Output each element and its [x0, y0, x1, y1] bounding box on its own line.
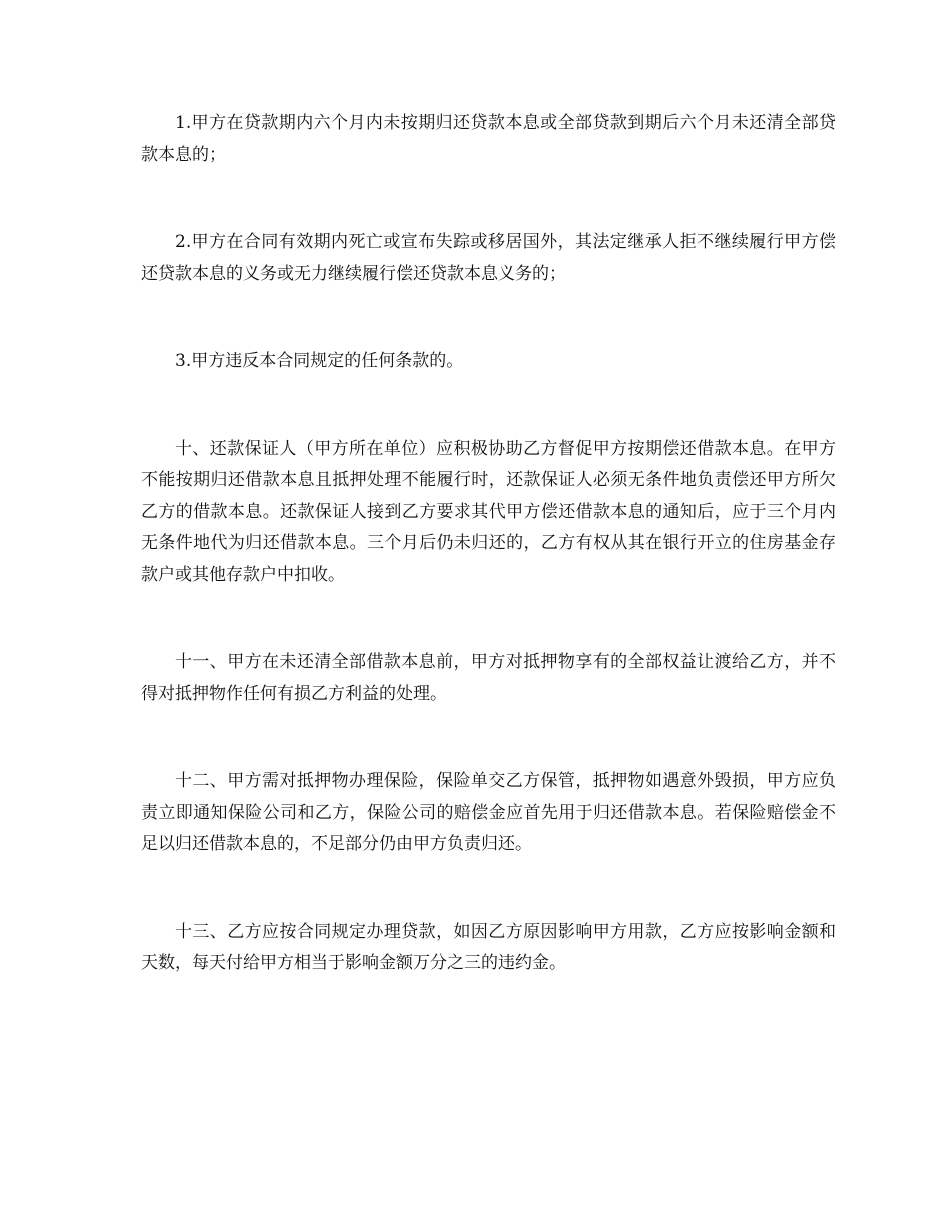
article-11-line-1: 十一、甲方在未还清全部借款本息前，甲方对抵押物享有的全部权益让渡给乙 [175, 652, 767, 672]
article-12-line-3: 若保险赔偿金不足以归还借款本息的，不足部分仍由甲方负责归还。 [141, 802, 837, 854]
paragraph-gap [141, 171, 836, 227]
article-12-line-1: 十二、甲方需对抵押物办理保险，保险单交乙方保管，抵押物如遇意外毁损， [175, 771, 767, 791]
clause-1 [141, 108, 836, 171]
article-13-line-1: 十三、乙方应按合同规定办理贷款，如因乙方原因影响甲方用款，乙方应按影 [175, 921, 767, 942]
article-10-line-4: 的通知后，应于三个月内无条件地代为归还借款本息。三个月后仍未归还的，乙方 [141, 501, 837, 553]
article-13-line-2: 响金额和天数，每天付给甲方相当于影响金额万分之三的违约金。 [141, 921, 837, 973]
article-12-line-2: 甲方应负责立即通知保险公司和乙方，保险公司的赔偿金应首先用于归还借款本息。 [141, 771, 837, 823]
document-page [141, 108, 836, 980]
article-10-line-2: 在甲方不能按期归还借款本息且抵押处理不能履行时，还款保证人必须无条件地负 [141, 438, 836, 490]
paragraph-gap [141, 710, 836, 766]
clause-2-line-1: 2.甲方在合同有效期内死亡或宣布失踪或移居国外，其法定继承人拒不继续履 [175, 232, 767, 252]
article-10-line-3: 责偿还甲方所欠乙方的借款本息。还款保证人接到乙方要求其代甲方偿还借款本息 [141, 470, 837, 522]
article-12 [141, 766, 836, 861]
article-11 [141, 647, 836, 710]
paragraph-gap [141, 378, 836, 434]
paragraph-gap [141, 290, 836, 346]
clause-1-line-1: 1.甲方在贷款期内六个月内未按期归还贷款本息或全部贷款到期后六个月未还 [175, 113, 767, 133]
article-11-line-2: 方，并不得对抵押物作任何有损乙方利益的处理。 [141, 652, 837, 704]
article-13 [141, 917, 836, 980]
clause-3 [141, 346, 836, 378]
article-10-line-5: 有权从其在银行开立的住房基金存款户或其他存款户中扣收。 [141, 533, 837, 585]
paragraph-gap [141, 591, 836, 647]
clause-2 [141, 227, 836, 290]
article-10-line-1: 十、还款保证人（甲方所在单位）应积极协助乙方督促甲方按期偿还借款本息。 [175, 438, 785, 459]
article-10 [141, 434, 836, 592]
paragraph-gap [141, 861, 836, 917]
clause-2-line-2: 行甲方偿还贷款本息的义务或无力继续履行偿还贷款本息义务的； [141, 232, 837, 284]
clause-1-line-2: 清全部贷款本息的； [141, 113, 837, 165]
clause-3-line-1: 3.甲方违反本合同规定的任何条款的。 [175, 351, 464, 371]
